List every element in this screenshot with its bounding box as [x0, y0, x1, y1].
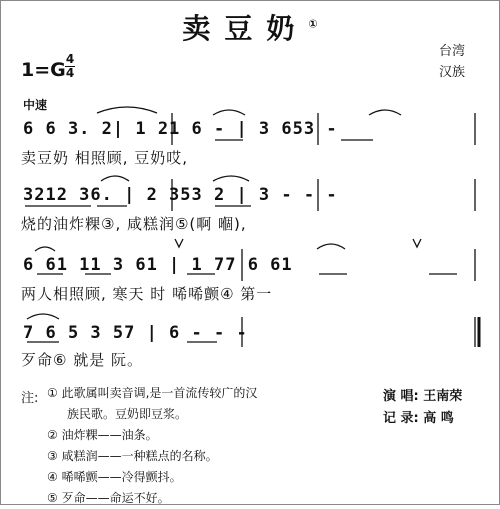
slur	[35, 247, 55, 251]
origin-region: 台湾	[439, 44, 466, 59]
slur	[27, 314, 59, 319]
breath-mark	[413, 239, 421, 247]
notation-line: 7 6 5 3 57 | 6 - - -	[23, 323, 248, 343]
lyric-line: 烧的油炸粿③, 咸糕润⑤(啊 嗰),	[21, 215, 247, 233]
song-origin	[439, 41, 465, 83]
footnotes-label: 注:	[21, 391, 39, 406]
song-title	[1, 7, 499, 47]
lyric-line: 卖豆奶 相照顾, 豆奶哎,	[21, 149, 189, 167]
footnote-5: ⑤ 歹命——命运不好。	[47, 491, 170, 505]
time-signature	[65, 53, 75, 80]
performer-credit: 演 唱: 王南荣	[383, 389, 463, 404]
slur	[369, 110, 401, 115]
footnote-1: ① 此歌属叫卖音调,是一首流传较广的汉	[47, 386, 258, 400]
tempo-marking: 中速	[23, 98, 48, 112]
title-footnote-mark: ①	[308, 17, 318, 31]
footnote-1-cont: 族民歌。豆奶即豆浆。	[67, 407, 188, 421]
breath-mark	[175, 239, 183, 247]
slur	[213, 110, 245, 115]
lyric-line: 两人相照顾, 寒天 时 唏唏颤④ 第一	[21, 285, 273, 303]
notation-line: 6 6 3. 2| 1 21 6 - | 3 653 -	[23, 119, 338, 139]
time-signature-top: 4	[65, 52, 75, 66]
title-text: 卖豆奶	[182, 12, 309, 45]
slur	[213, 176, 249, 181]
slur	[317, 244, 345, 249]
footnote-4: ④ 唏唏颤——冷得颤抖。	[47, 470, 182, 484]
footnote-3: ③ 咸糕润——一种糕点的名称。	[47, 449, 218, 463]
recorder-credit: 记 录: 高 鸣	[383, 411, 454, 426]
notation-line: 3212 36. | 2 353 2 | 3 - - -	[23, 185, 338, 205]
key-signature: 1=G	[21, 59, 66, 81]
origin-ethnicity: 汉族	[439, 65, 466, 80]
slur	[101, 176, 129, 181]
time-signature-bottom: 4	[65, 66, 75, 80]
footnote-2: ② 油炸粿——油条。	[47, 428, 158, 442]
lyric-line: 歹命⑥ 就是 阮。	[21, 351, 143, 369]
notation-line: 6 61 11 3 61 | 1 77 6 61	[23, 255, 293, 275]
slur	[97, 107, 157, 113]
